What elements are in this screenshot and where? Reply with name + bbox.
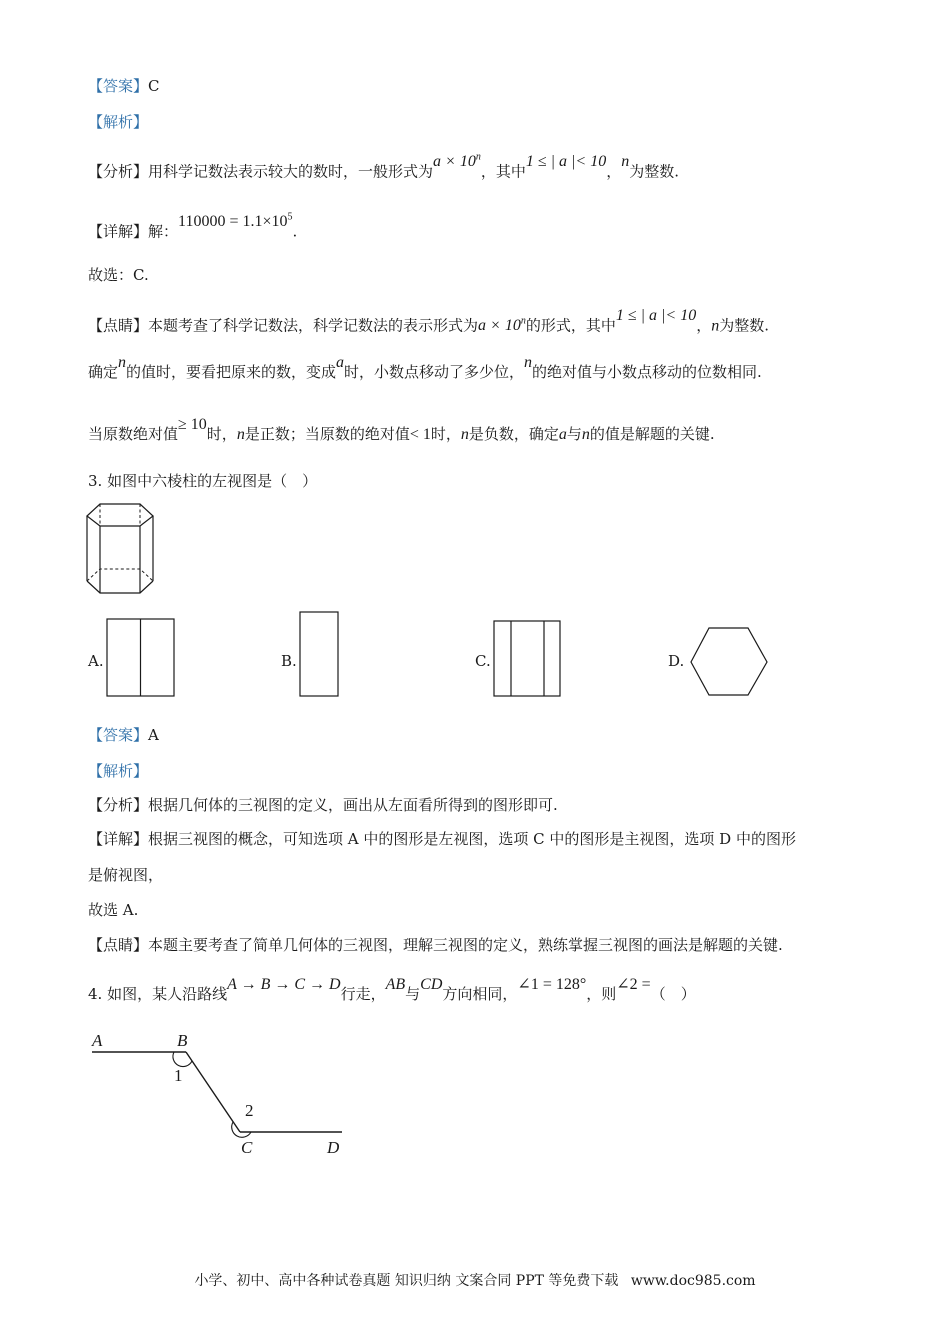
point-b-label: B xyxy=(177,1031,188,1050)
option-d-label: D. xyxy=(668,652,685,670)
q4-route: A → B → C → D xyxy=(227,976,341,993)
text: 当原数绝对值 xyxy=(88,425,179,443)
fenxi-text: 为整数. xyxy=(629,162,680,181)
choose-text: 故选 A. xyxy=(88,901,139,919)
math-n: n xyxy=(524,354,533,371)
option-c-label: C. xyxy=(475,652,491,670)
analysis-tag: 【解析】 xyxy=(88,762,149,780)
analysis-tag: 【解析】 xyxy=(88,113,149,131)
q3-answer-line xyxy=(88,725,159,745)
q2-fenxi-line xyxy=(88,152,680,182)
answer-tag: 【答案】 xyxy=(88,726,149,744)
q4-text: （ ） xyxy=(650,985,696,1003)
q3-question-text: 3. 如图中六棱柱的左视图是（ ） xyxy=(88,472,318,490)
xiangjie-end: . xyxy=(292,222,298,241)
text: 的绝对值与小数点移动的位数相同. xyxy=(532,363,762,381)
text: 的值是解题的关键. xyxy=(589,425,715,443)
dianjing-text: 本题主要考查了简单几何体的三视图，理解三视图的定义，熟练掌握三视图的画法是解题的关键. xyxy=(148,936,783,954)
q4-ab: AB xyxy=(385,976,406,993)
xiangjie-text: 解： xyxy=(148,222,179,241)
q2-choose-line xyxy=(88,265,149,285)
q4-question xyxy=(88,976,696,1005)
footer-url[interactable]: www.doc985.com xyxy=(630,1273,756,1289)
math-n: n xyxy=(118,354,127,371)
q4-text: ，则 xyxy=(586,985,617,1003)
q3-dianjing-line xyxy=(88,935,783,955)
math-n: n xyxy=(460,426,469,443)
dianjing-text: ， xyxy=(696,316,712,335)
xiangjie-tag: 【详解】 xyxy=(88,830,149,848)
math-n: n xyxy=(236,426,245,443)
q4-angle2: ∠2 = xyxy=(616,976,651,993)
fenxi-text: 根据几何体的三视图的定义，画出从左面看所得到的图形即可. xyxy=(148,796,558,814)
xiangjie-formula: $110000 = 1.1\times 10^5$ xyxy=(178,212,293,231)
dianjing-text: 本题考查了科学记数法，科学记数法的表示形式为 xyxy=(148,316,479,335)
math-lt1: < 1 xyxy=(409,426,431,443)
option-b-figure xyxy=(299,611,341,698)
q3-fenxi-line xyxy=(88,795,558,815)
q4-text: 行走， xyxy=(340,985,386,1003)
text: 与 xyxy=(566,425,582,443)
fenxi-n: n xyxy=(621,153,630,171)
point-c-label: C xyxy=(241,1138,253,1157)
option-a-figure xyxy=(106,618,176,698)
math-a: a xyxy=(558,426,567,443)
hexagonal-prism-figure xyxy=(86,500,158,600)
q2-line3 xyxy=(88,416,715,445)
dianjing-tag: 【点睛】 xyxy=(88,936,149,954)
q2-dianjing-line xyxy=(88,307,770,336)
dianjing-n: n xyxy=(711,317,720,335)
answer-tag: 【答案】 xyxy=(88,77,149,95)
q2-xiangjie-line xyxy=(88,212,298,242)
xiangjie-text: 根据三视图的概念，可知选项 A 中的图形是左视图，选项 C 中的图形是主视图，选项 D 中的图形 xyxy=(148,830,796,848)
dianjing-text: 为整数. xyxy=(719,316,770,335)
answer-value: A xyxy=(148,726,159,744)
q2-line2 xyxy=(88,354,762,383)
point-a-label: A xyxy=(92,1031,103,1050)
xiangjie-text: 是俯视图， xyxy=(88,866,164,884)
option-a-label: A. xyxy=(88,652,104,670)
fenxi-text: ，其中 xyxy=(480,162,526,181)
text: 时， xyxy=(430,425,461,443)
q2-analysis-line xyxy=(88,112,148,132)
option-c-figure xyxy=(493,620,563,698)
q3-analysis-line xyxy=(88,761,148,781)
q4-cd: CD xyxy=(420,976,443,993)
fenxi-range: 1 ≤ | a |< 10 xyxy=(525,153,607,171)
route-figure xyxy=(88,1028,358,1158)
xiangjie-tag: 【详解】 xyxy=(88,222,149,241)
q3-xiangjie-line2 xyxy=(88,865,163,885)
q4-text: 方向相同， xyxy=(442,985,518,1003)
choose-text: 故选：C. xyxy=(88,266,149,284)
text: 是负数，确定 xyxy=(468,425,559,443)
dianjing-range: 1 ≤ | a |< 10 xyxy=(615,307,697,325)
dianjing-text: 的形式，其中 xyxy=(525,316,616,335)
math-ge10: ≥ 10 xyxy=(178,416,207,433)
dianjing-tag: 【点睛】 xyxy=(88,316,149,335)
math-a: a xyxy=(336,354,345,371)
text: 时，小数点移动了多少位， xyxy=(344,363,525,381)
angle-2-label: 2 xyxy=(245,1101,254,1120)
q4-angle1: ∠1 = 128° xyxy=(517,976,587,993)
point-d-label: D xyxy=(327,1138,340,1157)
fenxi-tag: 【分析】 xyxy=(88,162,149,181)
angle-1-label: 1 xyxy=(174,1066,183,1085)
dianjing-formula: $a \times 10^n$ xyxy=(478,316,526,335)
text: 时， xyxy=(206,425,237,443)
fenxi-text: 用科学记数法表示较大的数时，一般形式为 xyxy=(148,162,434,181)
q2-answer-line xyxy=(88,76,160,96)
fenxi-formula: $a \times 10^n$ xyxy=(433,152,481,171)
fenxi-text: ， xyxy=(606,162,622,181)
text: 的值时，要看把原来的数，变成 xyxy=(126,363,337,381)
option-d-figure xyxy=(690,626,770,698)
answer-value: C xyxy=(148,77,160,95)
fenxi-tag: 【分析】 xyxy=(88,796,149,814)
q3-xiangjie-line xyxy=(88,829,796,849)
text: 确定 xyxy=(88,363,119,381)
q4-text: 4. 如图，某人沿路线 xyxy=(88,985,228,1003)
footer-text: 小学、初中、高中各种试卷真题 知识归纳 文案合同 PPT 等免费下载 xyxy=(194,1273,619,1289)
option-b-label: B. xyxy=(281,652,297,670)
q4-text: 与 xyxy=(405,985,421,1003)
q3-choose-line xyxy=(88,900,138,920)
q3-question xyxy=(88,471,317,491)
page-footer xyxy=(0,1270,950,1290)
text: 是正数；当原数的绝对值 xyxy=(244,425,410,443)
math-n: n xyxy=(581,426,590,443)
